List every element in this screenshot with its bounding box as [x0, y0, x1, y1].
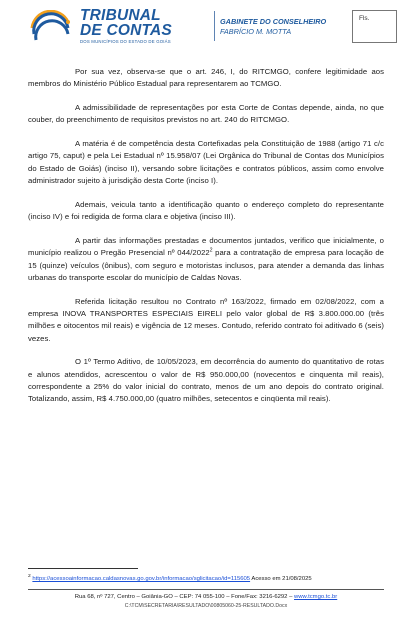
footer-website-link[interactable]: www.tcmgo.tc.br [294, 594, 338, 600]
footnote-accessed: Acesso em 21/08/2025 [250, 575, 312, 582]
brand-line-2: DE CONTAS [80, 22, 172, 39]
footnote-marker[interactable]: 2 [209, 247, 213, 254]
document-body [28, 66, 384, 417]
tcm-go-logo-icon [28, 10, 74, 44]
sheet-number-box [352, 10, 397, 43]
paragraph-5 [28, 235, 384, 284]
footnote-divider [28, 568, 138, 569]
footnote [28, 574, 388, 582]
office-block [220, 17, 340, 36]
paragraph-4: Ademais, veicula tanto a identificação quanto o endereço completo do representante (inciso IV) e foi redigida de forma clara e objetiva (inciso III). [28, 199, 384, 222]
office-title: GABINETE DO CONSELHEIRO [220, 17, 327, 26]
paragraph-1: Por sua vez, observa-se que o art. 246, I, do RITCMGO, confere legitimidade aos membros do Ministério Público Estadual para representarem ao TCMGO. [28, 67, 384, 89]
brand-subtitle: DOS MUNICÍPIOS DO ESTADO DE GOIÁS [80, 39, 171, 44]
brand-line-1: TRIBUNAL [80, 7, 161, 24]
paragraph-5-tail: para a contratação de empresa para locação de 15 (quinze) veículos (ônibus), com seguro e motoristas inclusos, para atender a demanda das linhas urbanas do transporte escolar do município de Caldas Novas. [28, 248, 384, 282]
paragraph-2: A admissibilidade de representações por esta Corte de Contas depende, ainda, no que couber, do preenchimento de requisitos previstos no art. 240 do RITCMGO. [28, 103, 384, 125]
footer-address-line [0, 594, 412, 600]
paragraph-7: O 1º Termo Aditivo, de 10/05/2023, em decorrência do aumento do quantitativo de rotas e alunos atendidos, acrescentou o valor de R$ 950.000,00 (novecentos e cinquenta mil reais), correspondente a 25% do valor inicial do contrato, menos de um ano depois do contrato original. Totalizando, assim, R$ 4.750.000,00 (quatro milhões, setecentos e cinqüenta mil reais). [28, 357, 384, 404]
header-divider [214, 11, 215, 41]
footnote-number: 2 [28, 574, 31, 579]
paragraph-3: A matéria é de competência desta Cortefixadas pela Constituição de 1988 (artigo 71 c/c artigo 75, caput) e pela Lei Estadual nº 15.958/07 (Lei Orgânica do Tribunal de Contas dos Municípios do Estado de Goiás) (inciso II), versando sobre licitações e contratos públicos, assim como envolve administrador sujeito à jurisdição desta Corte (inciso I). [28, 139, 384, 186]
footer-divider [28, 589, 384, 590]
document-header [0, 0, 412, 52]
footer-address: Rua 68, nº 727, Centro – Goiânia-GO – CEP: 74 055-100 – Fone/Fax: 3216-6292 – [74, 594, 295, 600]
paragraph-5-text: A partir das informações prestadas e documentos juntados, verifico que inicialmente, o município realizou o Pregão Presencial nº 044/2022 [28, 235, 384, 258]
paragraph-6: Referida licitação resultou no Contrato nº 163/2022, firmado em 02/08/2022, com a empresa INOVA TRANSPORTES ESPECIAIS EIRELI pelo valor global de R$ 3.800.000.00 (três milhões e oitocentos mil reais) e vigência de 12 meses. Contudo, referido contrato foi aditivado 6 (seis) vezes. [28, 296, 384, 343]
brand-wordmark [80, 8, 208, 44]
office-name: FABRÍCIO M. MOTTA [220, 27, 292, 36]
footer-filepath: C:\TCM\SECRETARIA\RESULTADO\00805060-25-RESULTADO.Docx [124, 603, 288, 609]
footnote-link[interactable]: https://acessoainformacao.caldasnovas.go.gov.br/informacao/sglicitacao/id=115605 [32, 575, 251, 582]
sheet-label: Fls. [359, 15, 370, 22]
